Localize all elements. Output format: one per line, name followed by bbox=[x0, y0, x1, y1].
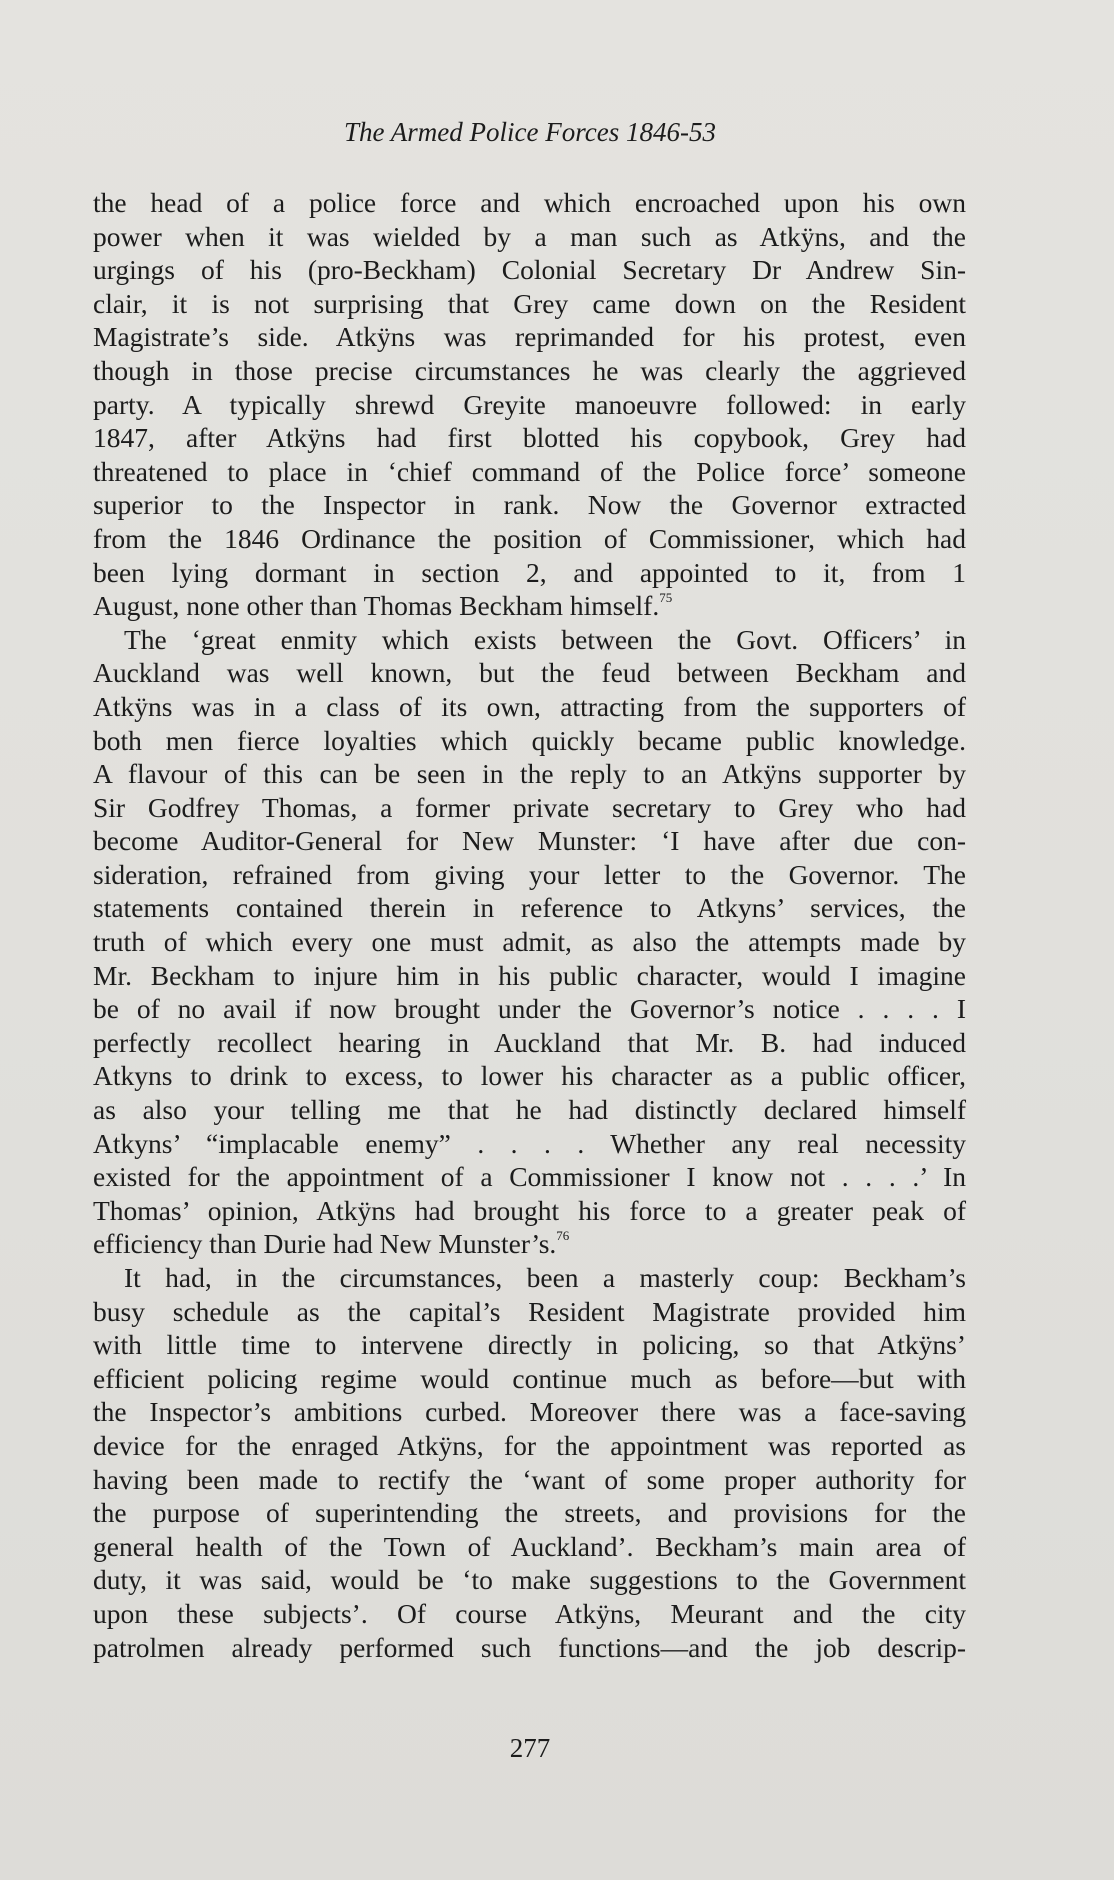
paragraph-2 bbox=[93, 623, 966, 1261]
text-line: 1847, after Atkÿns had first blotted his copybook, Grey had bbox=[93, 422, 966, 454]
text-line: the purpose of superintending the streets, and provisions for the bbox=[93, 1497, 966, 1529]
text-line: Auckland was well known, but the feud between Beckham and bbox=[93, 657, 966, 689]
text-line: existed for the appointment of a Commissioner I know not . . . .’ In bbox=[93, 1161, 966, 1193]
text-line: party. A typically shrewd Greyite manoeuvre followed: in early bbox=[93, 388, 966, 420]
body-text bbox=[93, 186, 966, 1664]
text-line: perfectly recollect hearing in Auckland that Mr. B. had induced bbox=[93, 1026, 966, 1058]
page-number: 277 bbox=[509, 1733, 551, 1763]
text-line: both men fierce loyalties which quickly became public knowledge. bbox=[93, 724, 966, 756]
text-line: Thomas’ opinion, Atkÿns had brought his force to a greater peak of bbox=[93, 1194, 966, 1226]
paragraph-1 bbox=[93, 186, 966, 623]
text-line: August, none other than Thomas Beckham himself. bbox=[93, 590, 660, 622]
text-line: been lying dormant in section 2, and appointed to it, from 1 bbox=[93, 556, 966, 588]
text-line: statements contained therein in reference to Atkyns’ services, the bbox=[93, 892, 966, 924]
text-line: Sir Godfrey Thomas, a former private secretary to Grey who had bbox=[93, 791, 966, 823]
text-line-last bbox=[93, 1227, 966, 1261]
footnote-marker: 76 bbox=[556, 1228, 570, 1244]
paragraph-3 bbox=[93, 1261, 966, 1664]
text-line: Atkyns’ “implacable enemy” . . . . Whether any real necessity bbox=[93, 1127, 966, 1159]
text-line: threatened to place in ‘chief command of the Police force’ someone bbox=[93, 455, 966, 487]
text-line: device for the enraged Atkÿns, for the appointment was reported as bbox=[93, 1429, 966, 1461]
footnote-marker: 75 bbox=[659, 590, 673, 606]
text-line: sideration, refrained from giving your letter to the Governor. The bbox=[93, 858, 966, 890]
text-line: as also your telling me that he had distinctly declared himself bbox=[93, 1094, 966, 1126]
text-line: urgings of his (pro-Beckham) Colonial Secretary Dr Andrew Sin- bbox=[93, 254, 966, 286]
text-line: efficient policing regime would continue much as before—but with bbox=[93, 1362, 966, 1394]
text-line: power when it was wielded by a man such as Atkÿns, and the bbox=[93, 220, 966, 252]
text-line-last bbox=[93, 589, 966, 623]
text-line: Magistrate’s side. Atkÿns was reprimanded for his protest, even bbox=[93, 321, 966, 353]
text-line: the Inspector’s ambitions curbed. Moreover there was a face-saving bbox=[93, 1396, 966, 1428]
text-line: though in those precise circumstances he was clearly the aggrieved bbox=[93, 354, 966, 386]
text-line: duty, it was said, would be ‘to make suggestions to the Government bbox=[93, 1564, 966, 1596]
text-line: efficiency than Durie had New Munster’s. bbox=[93, 1228, 557, 1260]
text-line: the head of a police force and which encroached upon his own bbox=[93, 187, 966, 218]
text-line: from the 1846 Ordinance the position of Commissioner, which had bbox=[93, 522, 966, 554]
text-line: It had, in the circumstances, been a masterly coup: Beckham’s bbox=[124, 1262, 966, 1293]
running-head: The Armed Police Forces 1846-53 bbox=[344, 117, 716, 147]
text-line: be of no avail if now brought under the Governor’s notice . . . . I bbox=[93, 993, 966, 1025]
text-line: clair, it is not surprising that Grey came down on the Resident bbox=[93, 287, 966, 319]
text-line: general health of the Town of Auckland’. Beckham’s main area of bbox=[93, 1530, 966, 1562]
text-line: having been made to rectify the ‘want of some proper authority for bbox=[93, 1463, 966, 1495]
text-line: with little time to intervene directly in policing, so that Atkÿns’ bbox=[93, 1329, 966, 1361]
text-line: truth of which every one must admit, as also the attempts made by bbox=[93, 926, 966, 958]
text-line: Atkyns to drink to excess, to lower his character as a public officer, bbox=[93, 1060, 966, 1092]
text-line: Atkÿns was in a class of its own, attracting from the supporters of bbox=[93, 690, 966, 722]
text-line: superior to the Inspector in rank. Now the Governor extracted bbox=[93, 489, 966, 521]
text-line: Mr. Beckham to injure him in his public character, would I imagine bbox=[93, 959, 966, 991]
text-line: A flavour of this can be seen in the reply to an Atkÿns supporter by bbox=[93, 758, 966, 790]
text-line: patrolmen already performed such functions—and the job descrip- bbox=[93, 1631, 966, 1663]
text-line: The ‘great enmity which exists between the Govt. Officers’ in bbox=[124, 623, 966, 655]
text-line: become Auditor-General for New Munster: ‘I have after due con- bbox=[93, 825, 966, 857]
text-line: upon these subjects’. Of course Atkÿns, Meurant and the city bbox=[93, 1597, 966, 1629]
text-line: busy schedule as the capital’s Resident Magistrate provided him bbox=[93, 1295, 966, 1327]
